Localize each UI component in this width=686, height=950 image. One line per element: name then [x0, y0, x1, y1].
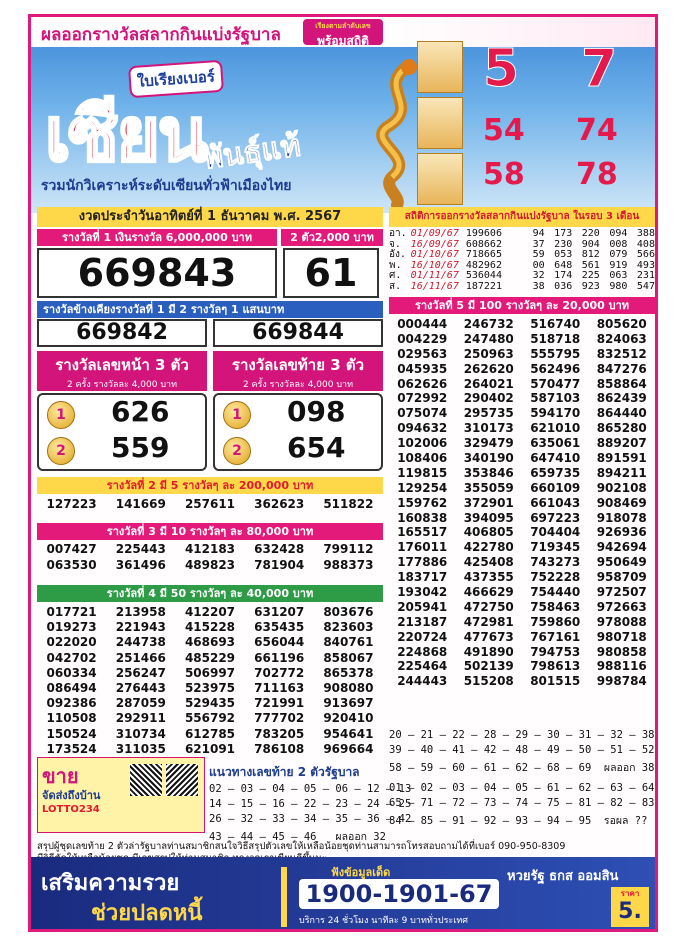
prize-number: 183717 — [397, 570, 448, 585]
qr-code-icon — [130, 764, 162, 796]
prize-number: 160838 — [397, 510, 448, 525]
prize-number: 743273 — [530, 555, 581, 570]
prize-number: 942694 — [596, 540, 647, 555]
prize-number: 891591 — [596, 451, 647, 466]
prize-number: 832512 — [596, 346, 647, 361]
prize-number: 631207 — [254, 605, 305, 619]
prize-number: 799112 — [323, 542, 374, 556]
stats-cell: 388 — [636, 228, 655, 239]
prize-number: 176011 — [397, 540, 448, 555]
prize-number: 205941 — [397, 599, 448, 614]
footer-banner — [31, 857, 655, 932]
prize-number: 437355 — [463, 570, 514, 585]
prize-number: 007427 — [46, 542, 97, 556]
prize-number: 659735 — [530, 465, 581, 480]
tail-row: 39 – 40 – 41 – 42 – 48 – 49 – 50 – 51 – 52 — [389, 744, 655, 756]
stats-cell: 16/10/67 — [410, 259, 459, 271]
prize-number: 801515 — [530, 674, 581, 689]
guide-row: 26 – 32 – 33 – 34 – 35 – 36 – 42 — [209, 813, 412, 825]
tail-row: 84 – 85 – 91 – 92 – 93 – 94 – 95 รอผล ?? — [389, 815, 648, 827]
prize-number: 998784 — [596, 674, 647, 689]
prize-number: 969664 — [323, 741, 374, 756]
back3-header — [213, 351, 383, 391]
prize-number: 247480 — [463, 331, 514, 346]
lucky-number: 5 — [483, 39, 520, 99]
prize2-label: รางวัลที่ 2 มี 5 รางวัลๆ ละ 200,000 บาท — [37, 477, 383, 494]
prize-number: 224868 — [397, 644, 448, 659]
prize-number: 523975 — [184, 680, 236, 695]
prize-number: 485229 — [184, 650, 236, 665]
prize-number: 908469 — [596, 495, 647, 510]
prize-number: 042702 — [46, 650, 97, 665]
deity-images — [417, 41, 463, 207]
prize-number: 108406 — [397, 451, 448, 466]
prize-number: 362623 — [254, 497, 305, 511]
stats-cell: 187221 — [465, 280, 502, 292]
prize-number: 858067 — [323, 650, 374, 665]
prize-number: 244738 — [115, 635, 166, 650]
prize-number: 213187 — [397, 614, 448, 629]
guide-row: 14 – 15 – 16 – 22 – 23 – 24 – 25 — [209, 798, 412, 810]
prize4-label: รางวัลที่ 4 มี 50 รางวัลๆ ละ 40,000 บาท — [37, 585, 383, 602]
stats-cell: 32 — [532, 270, 545, 282]
prize-number: 287059 — [115, 696, 166, 711]
brand-sub: พันธุ์แท้ — [201, 128, 303, 177]
stats-cell: 01/09/67 — [410, 228, 459, 239]
prize-number: 781904 — [254, 558, 305, 572]
prize-number: 556792 — [184, 711, 236, 726]
prize-number: 150524 — [46, 726, 97, 741]
prize-number: 292911 — [115, 711, 166, 726]
prize-number: 340190 — [463, 451, 514, 466]
prize-number: 004229 — [397, 331, 448, 346]
front3-number: 559 — [111, 431, 170, 464]
prize-number: 017721 — [46, 605, 97, 619]
stats-cell: 493 — [636, 259, 655, 271]
service-note: บริการ 24 ชั่วโมง นาทีละ 9 บาททั่วประเทศ — [299, 916, 468, 926]
prize-number: 310734 — [115, 726, 166, 741]
prize-number: 060334 — [46, 665, 97, 680]
stats-cell: 036 — [554, 280, 573, 292]
prize-number: 950649 — [596, 555, 647, 570]
prize-number: 394095 — [463, 510, 514, 525]
stats-cell: 231 — [636, 270, 655, 282]
phone-number[interactable]: 1900-1901-67 — [299, 879, 499, 909]
prize-number: 213958 — [115, 605, 166, 619]
tail-row: 01 – 02 – 03 – 04 – 05 – 61 – 62 – 63 – 64 — [389, 782, 655, 794]
divider — [281, 867, 287, 927]
prize-number: 489823 — [184, 558, 236, 572]
stats-cell: 00 — [532, 259, 545, 271]
qr-code-icon — [166, 764, 198, 796]
prize-number: 988116 — [596, 659, 647, 674]
prize-number: 918078 — [596, 510, 647, 525]
lucky-pair: 74 — [576, 113, 618, 148]
prize-number: 220724 — [397, 629, 448, 644]
prize-number: 777702 — [254, 711, 305, 726]
stats-cell: 16/11/67 — [410, 280, 459, 292]
back3-number: 654 — [287, 431, 346, 464]
front3-title: รางวัลเลขหน้า 3 ตัว — [55, 356, 189, 374]
prize-number: 466629 — [463, 585, 514, 600]
prize-number: 129254 — [397, 480, 448, 495]
prize4-grid — [37, 605, 383, 756]
near-prize-number: 669844 — [213, 319, 383, 347]
prize-number: 908080 — [323, 680, 374, 695]
prize-number: 902108 — [596, 480, 647, 495]
footer-slogan: ช่วยปลดหนี้ — [91, 901, 203, 926]
stats-cell: 199606 — [465, 228, 502, 239]
prize-number: 721991 — [254, 696, 305, 711]
prize-number: 862439 — [596, 391, 647, 406]
prize-number: 502139 — [463, 659, 514, 674]
prize-number: 529435 — [184, 696, 236, 711]
stats-cell: 01/11/67 — [410, 270, 459, 282]
draw-date: งวดประจำวันอาทิตย์ที่ 1 ธันวาคม พ.ศ. 2567 — [37, 207, 383, 227]
stats-cell: 536044 — [465, 270, 502, 282]
prize-number: 361496 — [115, 558, 166, 572]
prize-number: 858864 — [596, 376, 647, 391]
prize-number: 506997 — [184, 665, 236, 680]
prize-number: 019273 — [46, 620, 97, 635]
prize-number: 972663 — [596, 599, 647, 614]
prize5-grid — [389, 317, 655, 688]
badge-big-text: พร้อมสถิติ — [317, 34, 369, 48]
medal-icon: 1 — [223, 401, 251, 429]
stats-cell: อา. — [389, 228, 407, 239]
prize-number: 805620 — [596, 317, 647, 331]
prize-number: 406805 — [463, 525, 514, 540]
prize-number: 704404 — [530, 525, 581, 540]
prize-number: 847276 — [596, 361, 647, 376]
prize-number: 477673 — [463, 629, 514, 644]
prize-number: 754440 — [530, 585, 581, 600]
prize-number: 612785 — [184, 726, 236, 741]
prize-number: 697223 — [530, 510, 581, 525]
prize-number: 926936 — [596, 525, 647, 540]
prize5-label: รางวัลที่ 5 มี 100 รางวัลๆ ละ 20,000 บาท — [389, 297, 655, 314]
prize-number: 920410 — [323, 711, 374, 726]
prize-number: 511822 — [323, 497, 374, 511]
prize-number: 759860 — [530, 614, 581, 629]
prize-number: 647410 — [530, 451, 581, 466]
prize-number: 518718 — [530, 331, 581, 346]
prize-number: 803676 — [323, 605, 374, 619]
medal-icon: 2 — [47, 437, 75, 465]
stats-cell: 566 — [636, 249, 655, 261]
prize-number: 257611 — [184, 497, 236, 511]
prize-number: 119815 — [397, 465, 448, 480]
prize-number: 173524 — [46, 741, 97, 756]
prize-number: 516740 — [530, 317, 581, 331]
sheet-border — [28, 14, 658, 932]
ad-brand: LOTTO234 — [42, 804, 100, 815]
stats-cell: 904 — [581, 238, 600, 250]
prize-number: 635061 — [530, 436, 581, 451]
stats-cell: 718665 — [465, 249, 502, 261]
prize-number: 656044 — [254, 635, 305, 650]
prize-number: 415228 — [184, 620, 236, 635]
prize-number: 072992 — [397, 391, 448, 406]
prize-number: 062626 — [397, 376, 448, 391]
ad-box — [37, 757, 205, 833]
lucky-pair: 78 — [576, 157, 618, 192]
prize-number: 661196 — [254, 650, 305, 665]
stats-cell: 812 — [581, 249, 600, 261]
prize-number: 783205 — [254, 726, 305, 741]
lucky-pair: 58 — [483, 157, 525, 192]
tail-row: 20 – 21 – 22 – 28 – 29 – 30 – 31 – 32 – 38 — [389, 729, 655, 741]
stats-cell: 053 — [554, 249, 573, 261]
stats-title: สถิติการออกรางวัลสลากกินแบ่งรัฐบาล ในรอบ 3 เดือน — [389, 207, 655, 227]
prize-number: 515208 — [463, 674, 514, 689]
prize-number: 958709 — [596, 570, 647, 585]
two-digit-label: 2 ตัว2,000 บาท — [281, 229, 383, 246]
prize-number: 823603 — [323, 620, 374, 635]
prize-number: 262620 — [463, 361, 514, 376]
prize-number: 752228 — [530, 570, 581, 585]
prize-number: 029563 — [397, 346, 448, 361]
prize-number: 329479 — [463, 436, 514, 451]
header-title: ผลออกรางวัลสลากกินแบ่งรัฐบาล — [41, 25, 281, 45]
prize-number: 621010 — [530, 421, 581, 436]
prize-number: 141669 — [115, 497, 166, 511]
stats-cell: 37 — [532, 238, 545, 250]
deity-image — [417, 153, 463, 205]
prize-number: 102006 — [397, 436, 448, 451]
prize-number: 310173 — [463, 421, 514, 436]
ad-sell: ขาย — [42, 764, 79, 788]
stats-cell: ศ. — [389, 270, 402, 282]
prize-number: 798613 — [530, 659, 581, 674]
prize3-label: รางวัลที่ 3 มี 10 รางวัลๆ ละ 80,000 บาท — [37, 523, 383, 540]
prize-number: 425408 — [463, 555, 514, 570]
stats-cell: 923 — [581, 280, 600, 292]
prize-number: 250963 — [463, 346, 514, 361]
guide-row: 02 – 03 – 04 – 05 – 06 – 12 – 13 — [209, 783, 412, 795]
guide-title: แนวทางเลขท้าย 2 ตัวรัฐบาล — [209, 765, 360, 779]
prize-number: 865378 — [323, 665, 374, 680]
footer-slogan: เสริมความรวย — [41, 871, 180, 896]
prize-number: 635435 — [254, 620, 305, 635]
prize-number: 094632 — [397, 421, 448, 436]
stats-cell: 919 — [609, 259, 628, 271]
medal-icon: 2 — [223, 437, 251, 465]
prize-number: 972507 — [596, 585, 647, 600]
prize-number: 786108 — [254, 741, 305, 756]
prize-number: 127223 — [46, 497, 97, 511]
prize3-grid — [37, 542, 383, 572]
tagline: รวมนักวิเคราะห์ระดับเซียนทั่วฟ้าเมืองไทย — [41, 178, 292, 194]
stats-cell: 230 — [554, 238, 573, 250]
stats-cell: 648 — [554, 259, 573, 271]
front3-header — [37, 351, 207, 391]
stats-cell: อัง. — [389, 249, 406, 261]
prize-number: 980718 — [596, 629, 647, 644]
prize-number: 913697 — [323, 696, 374, 711]
stats-cell: 008 — [609, 238, 628, 250]
prize-number: 045935 — [397, 361, 448, 376]
price-badge — [611, 887, 649, 927]
stats-cell: 173 — [554, 228, 573, 239]
prize-number: 491890 — [463, 644, 514, 659]
prize-number: 086494 — [46, 680, 97, 695]
stats-cell: 16/09/67 — [410, 238, 459, 250]
tail-row: 65 – 71 – 72 – 73 – 74 – 75 – 81 – 82 – 83 — [389, 797, 655, 809]
two-digit-number: 61 — [283, 248, 379, 298]
prize-number: 980858 — [596, 644, 647, 659]
prize-number: 256247 — [115, 665, 166, 680]
stats-cell: 094 — [609, 228, 628, 239]
prize-number: 246732 — [463, 317, 514, 331]
stats-cell: 59 — [532, 249, 545, 261]
prize-number: 711163 — [254, 680, 305, 695]
prize-number: 587103 — [530, 391, 581, 406]
prize-number: 372901 — [463, 495, 514, 510]
stats-row — [389, 282, 655, 293]
prize-number: 412207 — [184, 605, 236, 619]
prize-number: 555795 — [530, 346, 581, 361]
prize-number: 276443 — [115, 680, 166, 695]
guide-row: 43 – 44 – 45 – 46 ผลออก 32 — [209, 831, 386, 843]
prize-number: 758463 — [530, 599, 581, 614]
prize-number: 978088 — [596, 614, 647, 629]
stats-cell: จ. — [389, 238, 401, 250]
summary-line: สรุปผู้ชุดเลขท้าย 2 ตัวล่ารัฐบาลท่านสมาชิกสนใจวิธีสรุปตัวเลขให้เหลือน้อยชุดท่านสามารถโทรสอบถามได้ที่เบอร์ 090-950-8309 — [37, 841, 566, 852]
brand-logo: เซียน — [45, 92, 207, 178]
near-prize-label: รางวัลข้างเคียงรางวัลที่ 1 มี 2 รางวัลๆ 1 แสนบาท — [37, 301, 383, 318]
prize-number: 865280 — [596, 421, 647, 436]
stats-cell: 063 — [609, 270, 628, 282]
prize-number: 225443 — [115, 542, 166, 556]
prize-number: 165517 — [397, 525, 448, 540]
brand-small: ใบเรียงเบอร์ — [128, 60, 224, 98]
prize-number: 719345 — [530, 540, 581, 555]
back3-number: 098 — [287, 395, 346, 428]
prize-number: 264021 — [463, 376, 514, 391]
stats-cell: 94 — [532, 228, 545, 239]
medal-icon: 1 — [47, 401, 75, 429]
stats-cell: 547 — [636, 280, 655, 292]
prize-number: 889207 — [596, 436, 647, 451]
prize-number: 621091 — [184, 741, 236, 756]
front3-sub: 2 ครั้ง รางวัลละ 4,000 บาท — [66, 380, 178, 390]
prize-number: 632428 — [254, 542, 305, 556]
first-prize-number: 669843 — [37, 248, 277, 298]
prize-number: 661043 — [530, 495, 581, 510]
prize-number: 159762 — [397, 495, 448, 510]
stats-cell: 38 — [532, 280, 545, 292]
prize-number: 988373 — [323, 558, 374, 572]
stats-row — [389, 229, 655, 240]
tail-row: 58 – 59 – 60 – 61 – 62 – 68 – 69 ผลออก 38 — [389, 762, 655, 774]
stats-cell: 561 — [581, 259, 600, 271]
prize-number: 702772 — [254, 665, 305, 680]
prize-number: 412183 — [184, 542, 236, 556]
prize-number: 000444 — [397, 317, 448, 331]
prize-number: 221943 — [115, 620, 166, 635]
stats-cell: 408 — [636, 238, 655, 250]
back3-title: รางวัลเลขท้าย 3 ตัว — [231, 356, 365, 374]
price-label: ราคา — [620, 889, 640, 898]
prize2-grid — [37, 497, 383, 511]
prize-number: 355059 — [463, 480, 514, 495]
prize-number: 824063 — [596, 331, 647, 346]
prize-number: 468693 — [184, 635, 236, 650]
phone-label: ฟังข้อมูลเด็ด — [331, 866, 391, 879]
stats-cell: พ. — [389, 259, 402, 271]
prize-number: 472981 — [463, 614, 514, 629]
deity-image — [417, 41, 463, 93]
prize-number: 840761 — [323, 635, 374, 650]
header-badge — [303, 19, 383, 48]
prize-number: 110508 — [46, 711, 97, 726]
prize-number: 594170 — [530, 406, 581, 421]
prize-number: 295735 — [463, 406, 514, 421]
prize-number: 472750 — [463, 599, 514, 614]
stats-cell: 482962 — [465, 259, 502, 271]
stats-table — [389, 229, 655, 293]
prize-number: 353846 — [463, 465, 514, 480]
prize-number: 290402 — [463, 391, 514, 406]
prize-number: 794753 — [530, 644, 581, 659]
price-value: 5. — [618, 899, 642, 924]
stats-cell: 079 — [609, 249, 628, 261]
prize-number: 244443 — [397, 674, 448, 689]
prize-number: 570477 — [530, 376, 581, 391]
stats-cell: 980 — [609, 280, 628, 292]
deity-image — [417, 97, 463, 149]
prize-number: 063530 — [46, 558, 97, 572]
prize-number: 894211 — [596, 465, 647, 480]
first-prize-label: รางวัลที่ 1 เงินรางวัล 6,000,000 บาท — [37, 229, 277, 246]
prize-number: 075074 — [397, 406, 448, 421]
lucky-pair: 54 — [483, 113, 525, 148]
lucky-number: 7 — [581, 39, 618, 99]
prize-number: 562496 — [530, 361, 581, 376]
near-prize-number: 669842 — [37, 319, 207, 347]
stats-cell: 174 — [554, 270, 573, 282]
prize-number: 177886 — [397, 555, 448, 570]
prize-number: 193042 — [397, 585, 448, 600]
prize-number: 225464 — [397, 659, 448, 674]
prize-number: 864440 — [596, 406, 647, 421]
prize-number: 022020 — [46, 635, 97, 650]
badge-small-text: เรียงตามลำดับเลข — [315, 22, 371, 30]
stats-cell: 225 — [581, 270, 600, 282]
prize-number: 422780 — [463, 540, 514, 555]
stats-cell: 220 — [581, 228, 600, 239]
prize-number: 251466 — [115, 650, 166, 665]
stats-cell: ส. — [389, 280, 402, 292]
prize-number: 092386 — [46, 696, 97, 711]
stats-cell: 608662 — [465, 238, 502, 250]
prize-number: 660109 — [530, 480, 581, 495]
prize-number: 767161 — [530, 629, 581, 644]
back3-sub: 2 ครั้ง รางวัลละ 4,000 บาท — [242, 380, 354, 390]
ad-ship: จัดส่งถึงบ้าน — [42, 789, 101, 802]
front3-number: 626 — [111, 395, 170, 428]
stats-cell: 01/10/67 — [410, 249, 459, 261]
prize-number: 311035 — [115, 741, 166, 756]
prize-number: 954641 — [323, 726, 374, 741]
services: หวยรัฐ ธกส ออมสิน — [507, 869, 619, 884]
